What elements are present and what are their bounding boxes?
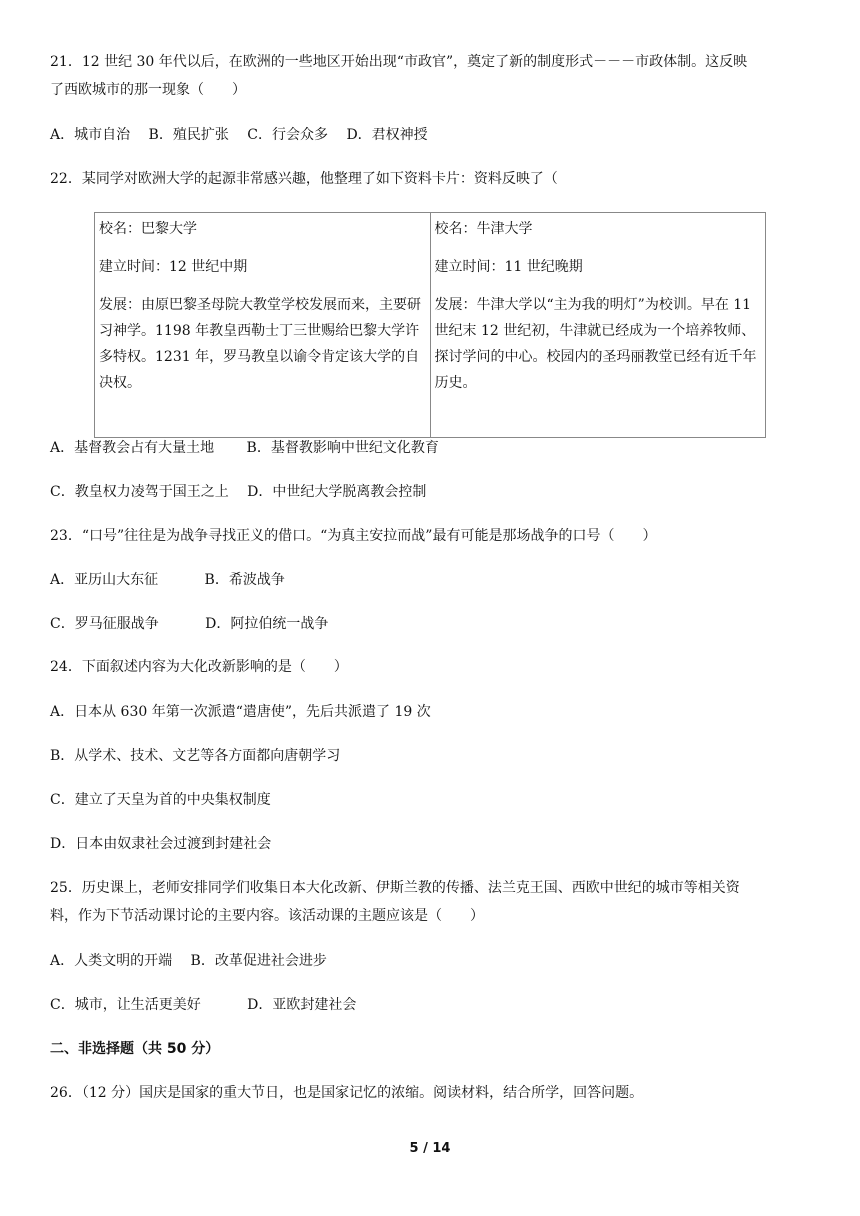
q23-options-ab: A．亚历山大东征 B．希波战争 <box>50 572 285 588</box>
q25-options-ab: A．人类文明的开端 B．改革促进社会进步 <box>50 953 327 969</box>
card-right-oxford <box>430 213 766 438</box>
q22-stem: 22．某同学对欧洲大学的起源非常感兴趣，他整理了如下资料卡片：资料反映了（ <box>50 171 558 187</box>
q25-line2: 料，作为下节活动课讨论的主要内容。该活动课的主题应该是（ ） <box>50 908 484 924</box>
card-left-development: 发展：由原巴黎圣母院大教堂学校发展而来，主要研习神学。1198 年教皇西勒士丁三世赐给巴黎大学许多特权。1231 年，罗马教皇以谕令肯定该大学的自决权。 <box>99 297 421 391</box>
q21-line2: 了西欧城市的那一现象（ ） <box>50 82 246 98</box>
q24-option-b: B．从学术、技术、文艺等各方面都向唐朝学习 <box>50 748 341 764</box>
q25-line1: 25．历史课上，老师安排同学们收集日本大化改新、伊斯兰教的传播、法兰克王国、西欧中世纪的城市等相关资 <box>50 880 740 896</box>
page-number: 5 / 14 <box>409 1141 451 1156</box>
q22-options-cd: C．教皇权力凌驾于国王之上 D．中世纪大学脱离教会控制 <box>50 484 427 500</box>
q24-option-a: A．日本从 630 年第一次派遣“遣唐使”，先后共派遣了 19 次 <box>50 704 431 720</box>
card-left-name: 校名：巴黎大学 <box>99 221 197 237</box>
q22-options-ab: A．基督教会占有大量土地 B．基督教影响中世纪文化教育 <box>50 440 439 456</box>
q24-option-d: D．日本由奴隶社会过渡到封建社会 <box>50 836 272 852</box>
card-right-name: 校名：牛津大学 <box>434 221 533 237</box>
section-heading-non-choice: 二、非选择题（共 50 分） <box>50 1041 220 1057</box>
q23-stem: 23．“口号”往往是为战争寻找正义的借口。“为真主安拉而战”最有可能是那场战争的口号（ ） <box>50 528 657 544</box>
q25-options-cd: C．城市，让生活更美好 D．亚欧封建社会 <box>50 997 357 1013</box>
university-info-card <box>94 212 766 438</box>
card-right-development: 发展：牛津大学以“主为我的明灯”为校训。早在 11 世纪末 12 世纪初，牛津就已经成为一个培养牧师、探讨学问的中心。校园内的圣玛丽教堂已经有近千年历史。 <box>434 297 757 391</box>
card-left-paris <box>95 213 431 438</box>
q26-stem: 26．（12 分）国庆是国家的重大节日，也是国家记忆的浓缩。阅读材料，结合所学，回答问题。 <box>50 1085 644 1101</box>
q23-options-cd: C．罗马征服战争 D．阿拉伯统一战争 <box>50 616 329 632</box>
q21-options: A．城市自治 B．殖民扩张 C．行会众多 D．君权神授 <box>50 127 428 143</box>
q24-option-c: C．建立了天皇为首的中央集权制度 <box>50 792 271 808</box>
q21-line1: 21．12 世纪 30 年代以后，在欧洲的一些地区开始出现“市政官”，奠定了新的制度形式－－－市政体制。这反映 <box>50 54 748 70</box>
card-right-founded: 建立时间：11 世纪晚期 <box>434 259 583 275</box>
card-left-founded: 建立时间：12 世纪中期 <box>99 259 248 275</box>
q24-stem: 24．下面叙述内容为大化改新影响的是（ ） <box>50 659 348 675</box>
